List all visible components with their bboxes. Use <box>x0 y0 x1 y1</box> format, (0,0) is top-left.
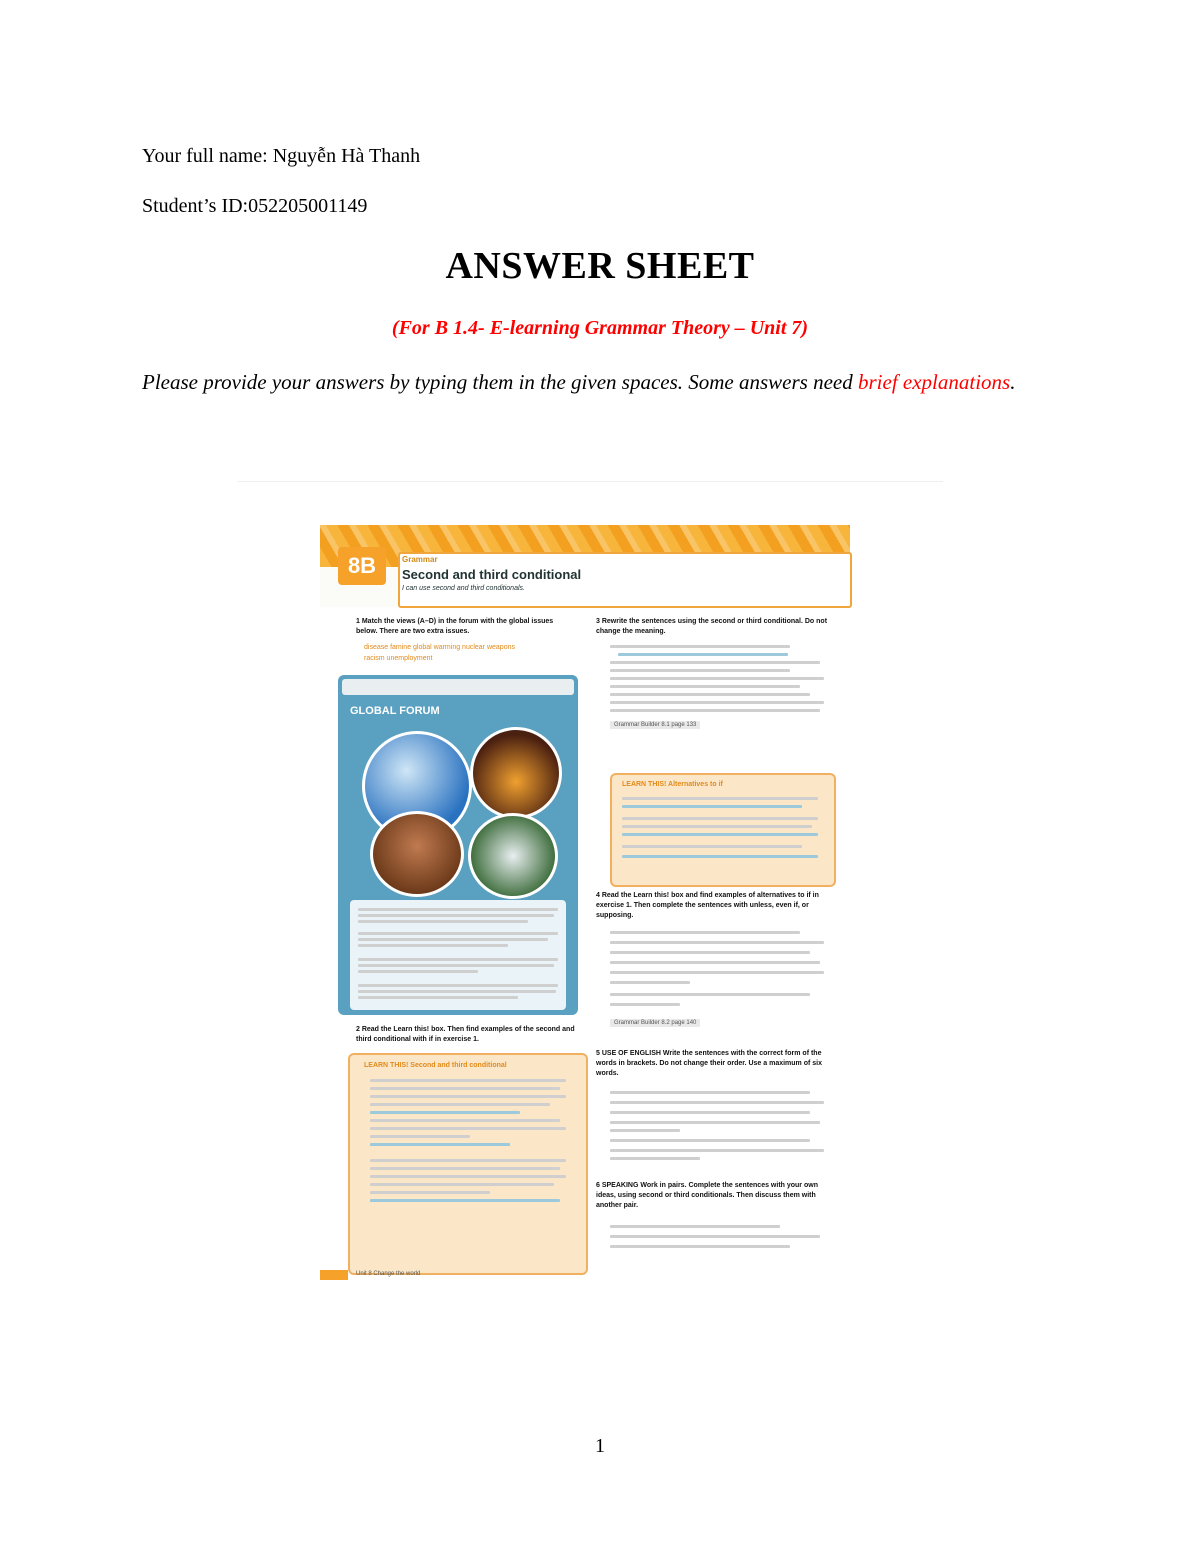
forum-title: GLOBAL FORUM <box>350 705 440 717</box>
exercise-1-text: Match the views (A–D) in the forum with the global issues below. There are two extra issues. <box>356 618 554 635</box>
exercise-6: 6 SPEAKING Work in pairs. Complete the sentences with your own ideas, using second or third conditionals. Then discuss them with another pair. <box>596 1182 818 1209</box>
lesson-goal: I can use second and third conditionals. <box>402 585 525 592</box>
exercise-4: 4 Read the Learn this! box and find examples of alternatives to if in exercise 1. Then complete the sentences with unless, even if, or supposing. <box>596 892 819 919</box>
section-tag: Grammar <box>402 555 438 564</box>
lesson-title: Second and third conditional <box>402 567 582 582</box>
exercise-2-text: Read the Learn this! box. Then find examples of the second and third conditional with if in exercise 1. <box>356 1026 575 1043</box>
global-forum-panel <box>338 675 578 1015</box>
grammar-builder-link-1: Grammar Builder 8.1 page 133 <box>610 721 700 729</box>
forum-posts <box>350 900 566 1010</box>
exercise-1-words-1: disease famine global warming nuclear weapons <box>364 644 515 651</box>
exercise-4-text: Read the Learn this! box and find examples of alternatives to if in exercise 1. Then complete the sentences with unless, even if, or supposing. <box>596 892 819 919</box>
document-title: ANSWER SHEET <box>445 245 755 287</box>
exercise-3-text: Rewrite the sentences using the second or third conditional. Do not change the meaning. <box>596 618 828 635</box>
forum-browser-bar <box>342 679 574 695</box>
footer-page-marker <box>320 1270 348 1280</box>
waterfall-photo <box>468 813 558 899</box>
instructions <box>142 366 1022 398</box>
divider <box>238 481 943 482</box>
lesson-header <box>320 525 850 607</box>
student-id-line: Student’s ID:052205001149 <box>142 195 368 217</box>
textbook-page-image <box>320 525 850 1285</box>
exercise-5: 5 USE OF ENGLISH Write the sentences with the correct form of the words in brackets. Do not change their order. Use a maximum of six words. <box>596 1050 823 1077</box>
instructions-text: Please provide your answers by typing them in the given spaces. Some answers need <box>142 370 858 394</box>
student-name-line: Your full name: Nguyễn Hà Thanh <box>142 145 421 167</box>
unit-badge: 8B <box>338 547 386 585</box>
learn-this-box-conditionals <box>348 1053 588 1275</box>
learn-this-box-alternatives <box>610 773 836 887</box>
exercise-6-text: SPEAKING Work in pairs. Complete the sentences with your own ideas, using second or third conditionals. Then discuss them with another pair. <box>596 1182 818 1209</box>
exercise-1-words-2: racism unemployment <box>364 655 433 662</box>
fire-photo <box>470 727 562 819</box>
exercise-3: 3 Rewrite the sentences using the second or third conditional. Do not change the meaning. <box>596 618 828 635</box>
instructions-highlight: brief explanations <box>858 370 1011 394</box>
learn-box-1-title: LEARN THIS! Second and third conditional <box>364 1062 507 1069</box>
instructions-end: . <box>1010 370 1016 394</box>
forum-photo-collage <box>356 727 564 895</box>
footer-text: Unit 8 Change the world <box>356 1271 421 1277</box>
exercise-2: 2 Read the Learn this! box. Then find examples of the second and third conditional with if in exercise 1. <box>356 1026 575 1043</box>
drought-photo <box>370 811 464 897</box>
exercise-1: 1 Match the views (A–D) in the forum with the global issues below. There are two extra issues. <box>356 618 554 635</box>
page-number: 1 <box>595 1435 605 1457</box>
grammar-builder-link-2: Grammar Builder 8.2 page 140 <box>610 1019 700 1027</box>
learn-box-2-title: LEARN THIS! Alternatives to if <box>622 781 723 788</box>
exercise-5-text: USE OF ENGLISH Write the sentences with the correct form of the words in brackets. Do not change their order. Use a maximum of six words. <box>596 1050 823 1077</box>
document-subtitle: (For B 1.4- E-learning Grammar Theory – Unit 7) <box>391 317 809 339</box>
